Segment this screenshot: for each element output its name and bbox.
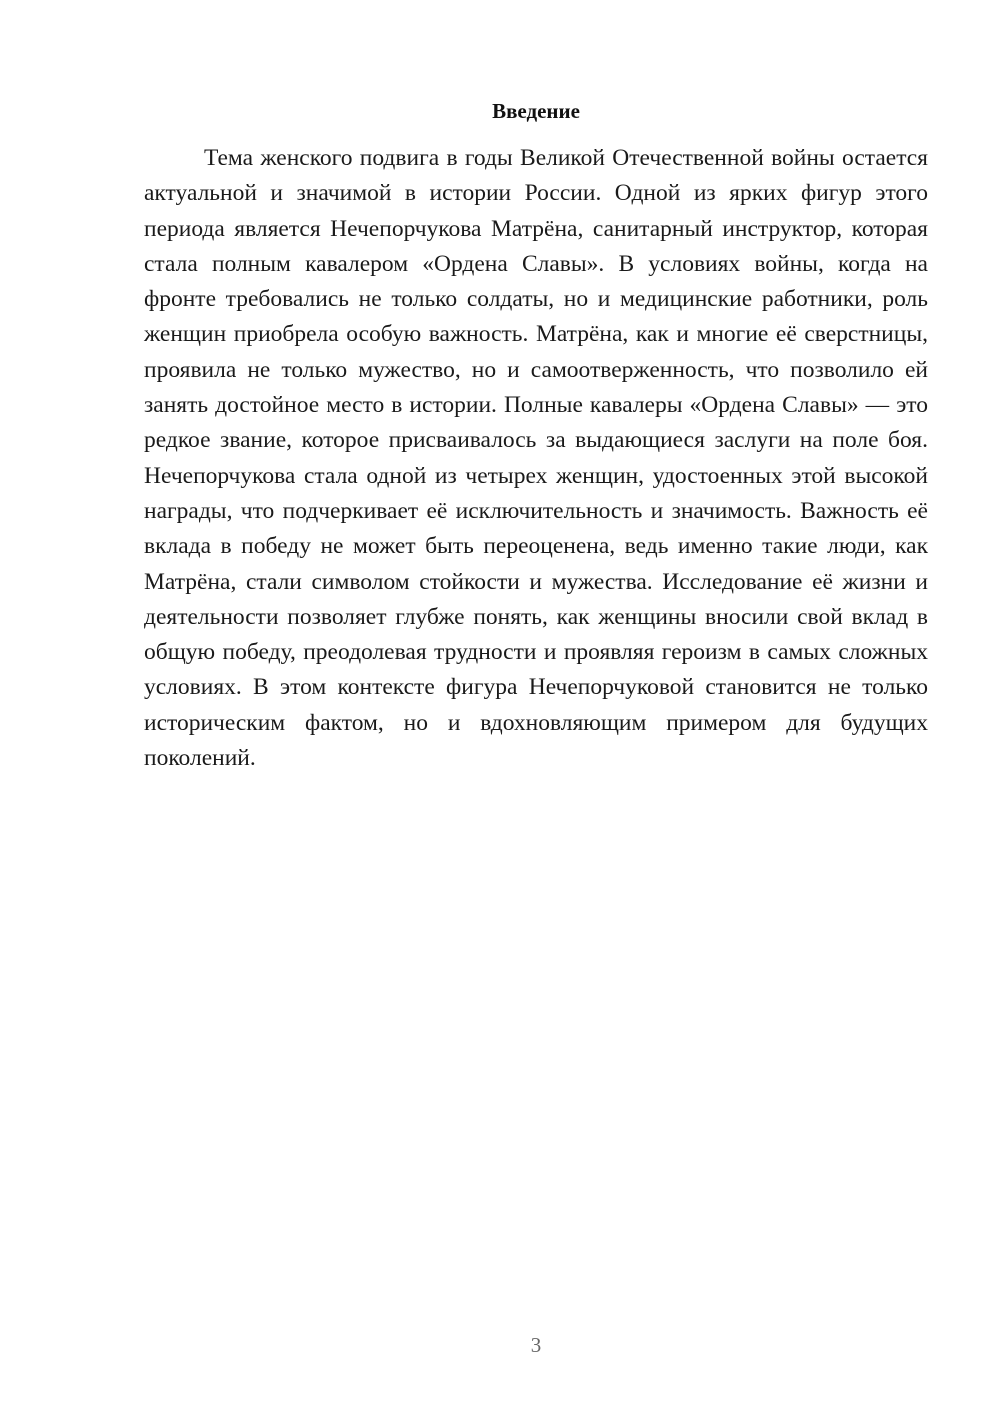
body-paragraph: Тема женского подвига в годы Великой Отечественной войны остается актуальной и значимой в истории России. Одной из ярких фигур этого периода является Нечепорчукова Матрёна, санитарный инструктор, которая стала полным кавалером «Ордена Славы». В условиях войны, когда на фронте требовались не только солдаты, но и медицинские работники, роль женщин приобрела особую важность. Матрёна, как и многие её сверстницы, проявила не только мужество, но и самоотверженность, что позволило ей занять достойное место в истории. Полные кавалеры «Ордена Славы» — это редкое звание, которое присваивалось за выдающиеся заслуги на поле боя. Нечепорчукова стала одной из четырех женщин, удостоенных этой высокой награды, что подчеркивает её исключительность и значимость. Важность её вклада в победу не может быть переоценена, ведь именно такие люди, как Матрёна, стали символом стойкости и мужества. Исследование её жизни и деятельности позволяет глубже понять, как женщины вносили свой вклад в общую победу, преодолевая трудности и проявляя героизм в самых сложных условиях. В этом контексте фигура Нечепорчуковой становится не только историческим фактом, но и вдохновляющим примером для будущих поколений. xyxy=(144,145,928,772)
section-heading: Введение xyxy=(492,99,580,123)
page-number: 3 xyxy=(530,1333,542,1357)
